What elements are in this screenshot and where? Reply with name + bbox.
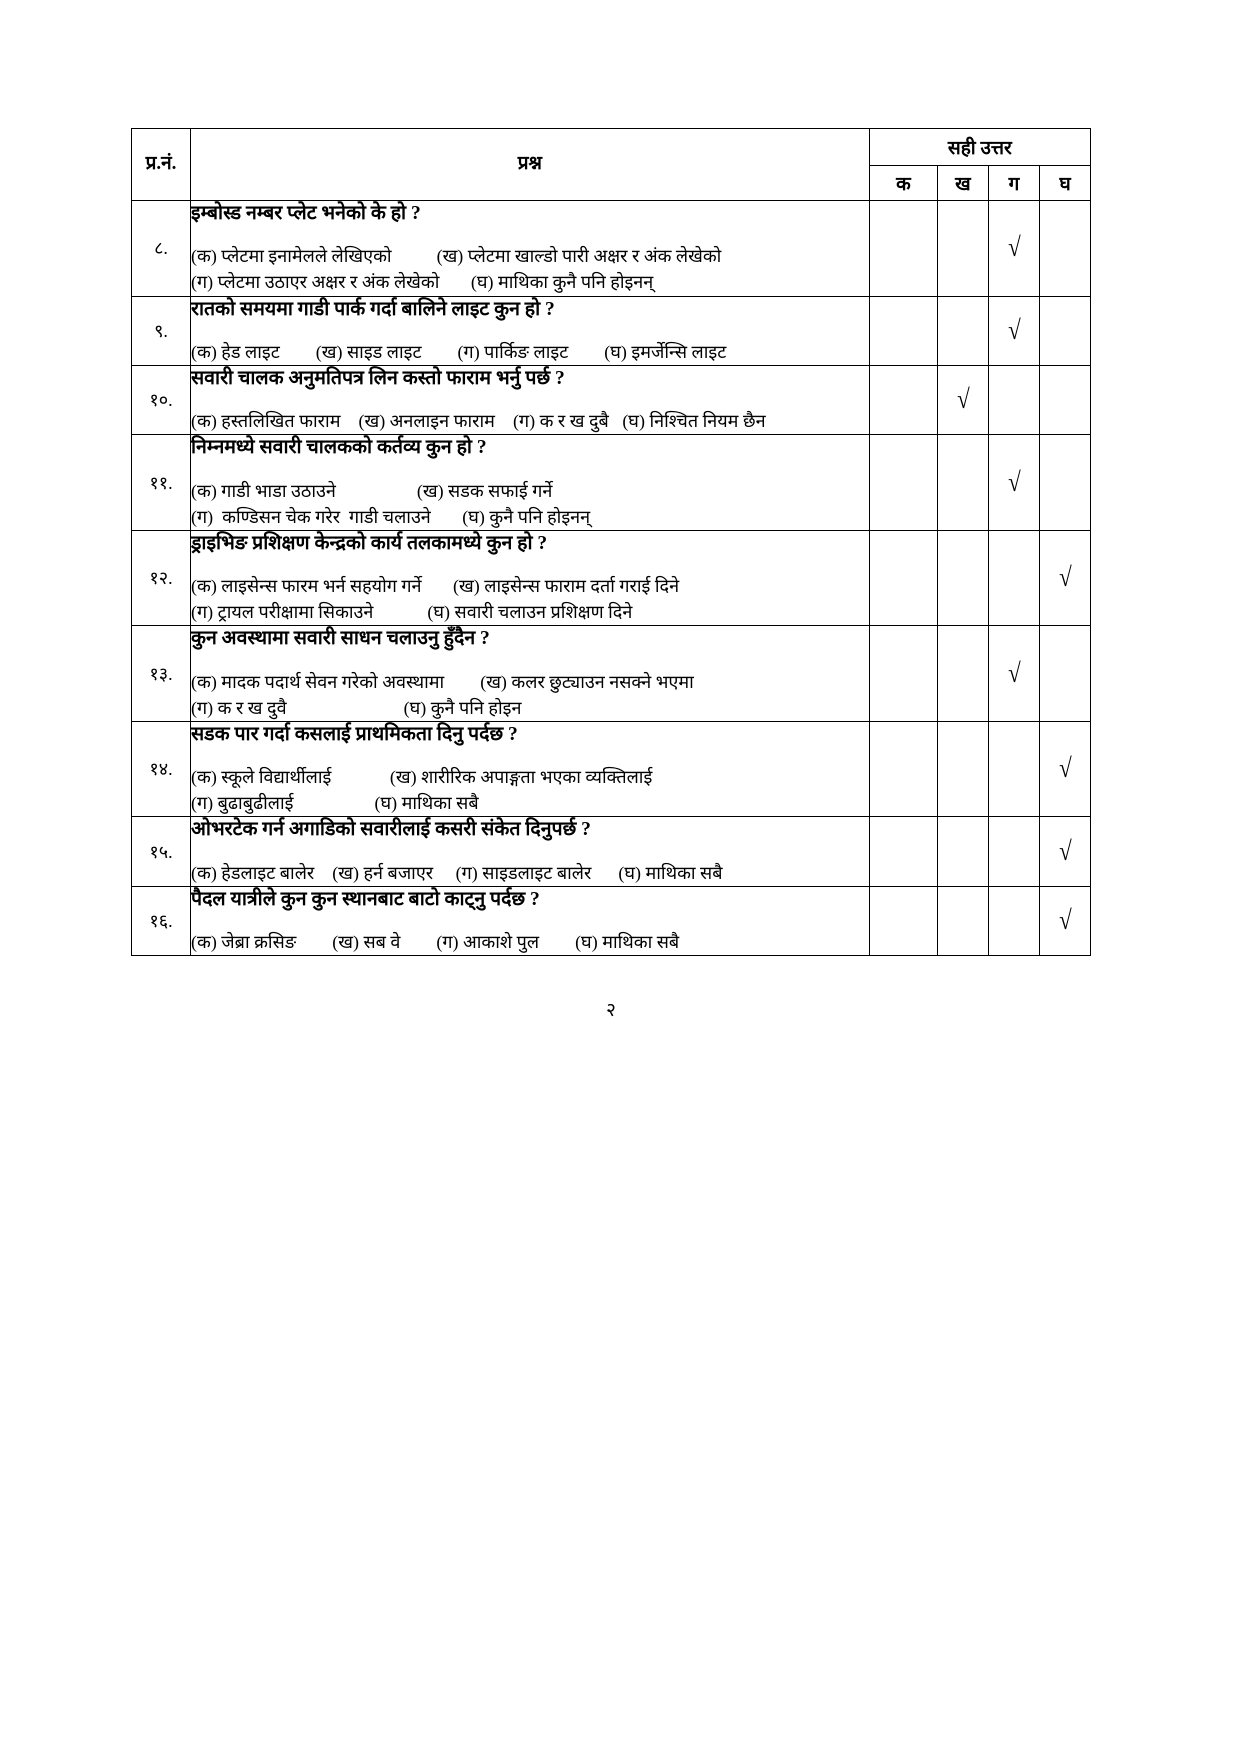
answer-cell-ga bbox=[988, 365, 1040, 434]
question-text: सवारी चालक अनुमतिपत्र लिन कस्तो फाराम भर्नु पर्छ ? bbox=[191, 367, 565, 389]
option-line-1: (क) स्कूले विद्यार्थीलाई (ख) शारीरिक अपाङ्गता भएका व्यक्तिलाई bbox=[191, 767, 653, 788]
answer-cell-ga bbox=[988, 817, 1040, 886]
question-text: रातको समयमा गाडी पार्क गर्दा बालिने लाइट कुन हो ? bbox=[191, 298, 555, 320]
answer-cell-kha bbox=[938, 201, 989, 297]
option-list bbox=[191, 573, 869, 625]
answer-cell-gha bbox=[1040, 201, 1091, 297]
table-row bbox=[132, 365, 1091, 434]
answer-cell-kha bbox=[938, 886, 989, 955]
checkmark-icon: √ bbox=[1058, 753, 1072, 784]
question-text: निम्नमध्ये सवारी चालकको कर्तव्य कुन हो ? bbox=[191, 437, 487, 459]
header-question-no: प्र.नं. bbox=[132, 129, 191, 201]
table-row bbox=[132, 817, 1091, 886]
option-list bbox=[191, 860, 869, 886]
answer-cell-kha bbox=[938, 817, 989, 886]
question-cell bbox=[191, 201, 870, 297]
option-line-2: (ग) प्लेटमा उठाएर अक्षर र अंक लेखेको (घ) माथिका कुनै पनि होइनन् bbox=[191, 272, 654, 293]
option-line-1: (क) गाडी भाडा उठाउने (ख) सडक सफाई गर्ने bbox=[191, 480, 553, 501]
question-table bbox=[131, 128, 1091, 956]
answer-cell-ga bbox=[988, 296, 1040, 365]
question-number: १४. bbox=[132, 721, 191, 817]
question-text: कुन अवस्थामा सवारी साधन चलाउनु हुँदैन ? bbox=[191, 628, 490, 650]
table-row bbox=[132, 626, 1091, 722]
option-line-2: (ग) कण्डिसन चेक गरेर गाडी चलाउने (घ) कुनै पनि होइनन् bbox=[191, 506, 591, 527]
answer-cell-kha bbox=[938, 296, 989, 365]
answer-cell-ga bbox=[988, 886, 1040, 955]
header-option-ka: क bbox=[869, 166, 937, 201]
question-number: ९. bbox=[132, 296, 191, 365]
question-cell bbox=[191, 626, 870, 722]
option-line-1: (क) मादक पदार्थ सेवन गरेको अवस्थामा (ख) कलर छुट्याउन नसक्ने भएमा bbox=[191, 671, 694, 692]
table-row bbox=[132, 886, 1091, 955]
header-question: प्रश्न bbox=[191, 129, 870, 201]
question-cell bbox=[191, 721, 870, 817]
header-option-kha: ख bbox=[938, 166, 989, 201]
option-list bbox=[191, 929, 869, 955]
question-text: ड्राइभिङ प्रशिक्षण केन्द्रको कार्य तलकामध्ये कुन हो ? bbox=[191, 532, 548, 554]
answer-cell-gha bbox=[1040, 721, 1091, 817]
answer-cell-ka bbox=[869, 296, 937, 365]
answer-cell-ga bbox=[988, 530, 1040, 626]
checkmark-icon: √ bbox=[956, 384, 970, 415]
option-list bbox=[191, 669, 869, 721]
answer-cell-ka bbox=[869, 201, 937, 297]
question-cell bbox=[191, 530, 870, 626]
option-line-1: (क) हेडलाइट बालेर (ख) हर्न बजाएर (ग) साइडलाइट बालेर (घ) माथिका सबै bbox=[191, 862, 723, 883]
option-line-1: (क) लाइसेन्स फारम भर्न सहयोग गर्ने (ख) लाइसेन्स फाराम दर्ता गराई दिने bbox=[191, 576, 680, 597]
question-text: सडक पार गर्दा कसलाई प्राथमिकता दिनु पर्दछ ? bbox=[191, 723, 518, 745]
answer-cell-gha bbox=[1040, 530, 1091, 626]
header-correct-answer: सही उत्तर bbox=[869, 129, 1090, 166]
answer-cell-gha bbox=[1040, 435, 1091, 531]
checkmark-icon: √ bbox=[1058, 835, 1072, 866]
table-row bbox=[132, 721, 1091, 817]
question-text: ओभरटेक गर्न अगाडिको सवारीलाई कसरी संकेत दिनुपर्छ ? bbox=[191, 819, 591, 841]
table-row bbox=[132, 530, 1091, 626]
question-number: ११. bbox=[132, 435, 191, 531]
option-line-2: (ग) क र ख दुवै (घ) कुनै पनि होइन bbox=[191, 697, 522, 718]
option-line-1: (क) जेब्रा क्रसिङ (ख) सब वे (ग) आकाशे पुल (घ) माथिका सबै bbox=[191, 932, 680, 953]
answer-cell-ka bbox=[869, 435, 937, 531]
checkmark-icon: √ bbox=[1058, 904, 1072, 935]
answer-cell-ka bbox=[869, 626, 937, 722]
question-cell bbox=[191, 886, 870, 955]
option-line-1: (क) हेड लाइट (ख) साइड लाइट (ग) पार्किङ लाइट (घ) इमर्जेन्सि लाइट bbox=[191, 341, 727, 362]
answer-cell-ga bbox=[988, 626, 1040, 722]
question-number: १६. bbox=[132, 886, 191, 955]
answer-cell-gha bbox=[1040, 886, 1091, 955]
table-header bbox=[132, 129, 1091, 201]
question-cell bbox=[191, 817, 870, 886]
answer-cell-gha bbox=[1040, 817, 1091, 886]
question-number: १५. bbox=[132, 817, 191, 886]
option-line-1: (क) प्लेटमा इनामेलले लेखिएको (ख) प्लेटमा खाल्डो पारी अक्षर र अंक लेखेको bbox=[191, 246, 722, 267]
checkmark-icon: √ bbox=[1007, 657, 1021, 688]
table-row bbox=[132, 296, 1091, 365]
answer-cell-kha bbox=[938, 435, 989, 531]
question-text: इम्बोस्ड नम्बर प्लेट भनेको के हो ? bbox=[191, 203, 421, 224]
checkmark-icon: √ bbox=[1058, 562, 1072, 593]
answer-cell-ka bbox=[869, 886, 937, 955]
answer-cell-kha bbox=[938, 365, 989, 434]
question-number: ८. bbox=[132, 201, 191, 297]
answer-cell-gha bbox=[1040, 296, 1091, 365]
answer-cell-ka bbox=[869, 365, 937, 434]
answer-cell-ga bbox=[988, 435, 1040, 531]
option-line-1: (क) हस्तलिखित फाराम (ख) अनलाइन फाराम (ग) क र ख दुबै (घ) निश्चित नियम छैन bbox=[191, 411, 766, 432]
answer-cell-ga bbox=[988, 721, 1040, 817]
question-cell bbox=[191, 296, 870, 365]
checkmark-icon: √ bbox=[1007, 314, 1021, 345]
option-line-2: (ग) बुढाबुढीलाई (घ) माथिका सबै bbox=[191, 793, 479, 814]
question-text: पैदल यात्रीले कुन कुन स्थानबाट बाटो काट्नु पर्दछ ? bbox=[191, 888, 540, 910]
option-line-2: (ग) ट्रायल परीक्षामा सिकाउने (घ) सवारी चलाउन प्रशिक्षण दिने bbox=[191, 602, 633, 623]
option-list bbox=[191, 339, 869, 365]
checkmark-icon: √ bbox=[1007, 232, 1021, 263]
table-row bbox=[132, 435, 1091, 531]
question-number: १०. bbox=[132, 365, 191, 434]
header-option-ga: ग bbox=[988, 166, 1040, 201]
question-cell bbox=[191, 365, 870, 434]
answer-cell-ka bbox=[869, 530, 937, 626]
table-row bbox=[132, 201, 1091, 297]
header-option-gha: घ bbox=[1040, 166, 1091, 201]
answer-cell-kha bbox=[938, 721, 989, 817]
option-list bbox=[191, 408, 869, 434]
page-number: २ bbox=[606, 1000, 616, 1022]
option-list bbox=[191, 478, 869, 530]
answer-cell-kha bbox=[938, 530, 989, 626]
answer-cell-gha bbox=[1040, 365, 1091, 434]
table-body bbox=[132, 201, 1091, 956]
answer-cell-ka bbox=[869, 817, 937, 886]
question-cell bbox=[191, 435, 870, 531]
answer-cell-ka bbox=[869, 721, 937, 817]
question-number: १२. bbox=[132, 530, 191, 626]
checkmark-icon: √ bbox=[1007, 466, 1021, 497]
answer-cell-ga bbox=[988, 201, 1040, 297]
option-list bbox=[191, 243, 869, 295]
answer-cell-kha bbox=[938, 626, 989, 722]
answer-cell-gha bbox=[1040, 626, 1091, 722]
question-number: १३. bbox=[132, 626, 191, 722]
option-list bbox=[191, 764, 869, 816]
